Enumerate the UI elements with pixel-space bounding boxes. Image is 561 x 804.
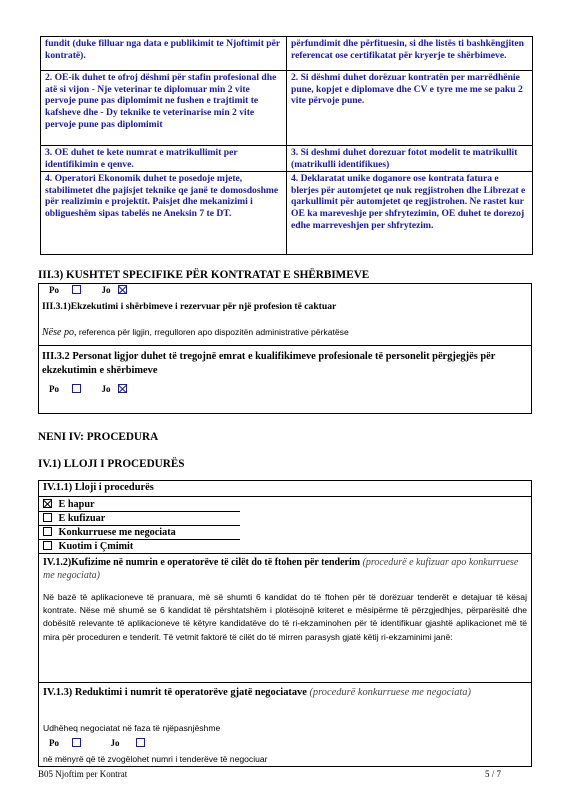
table-cell-evidence: 4. Deklaratat unike doganore ose kontrata fatura e blerjes për automjetet qe nuk regjistrohen dhe Librezat e qarkullimit për automjetet qe regjistrohen. Ne rastet kur OE ka mareveshje per shfrytezimin, OE duhet te dorezoj edhe marreveshjen per shfrytezim. bbox=[287, 172, 533, 255]
jo-label: Jo bbox=[101, 384, 111, 394]
subsection-heading-iv1: IV.1) LLOJI I PROCEDURËS bbox=[38, 458, 185, 470]
procedure-option-price-quotation[interactable] bbox=[43, 541, 243, 555]
requirement-text: 2. OE-ik duhet te ofroj dëshmi për stafin profesional dhe atë si vijon - Nje veterinar te diplomuar min 2 vite pervoje pune pas diplomimit ne fushen e trajtimit te kafsheve dhe - Dy teknike te veterinarise min 2 vite pervoje pune pas diplomimit bbox=[45, 72, 277, 130]
q331-note bbox=[42, 326, 349, 338]
table-row bbox=[41, 146, 533, 172]
procedure-type-list bbox=[43, 499, 243, 555]
table-cell-requirement bbox=[41, 71, 287, 146]
iv12-body: Në bazë të aplikacioneve të pranuara, më së shumti 6 kandidat do të ftohen për të dorëzuar tenderët e detajuar të kësaj kontrate. Nëse më shumë se 6 kandidat të përshtatshëm i plotësojnë kriteret e mësipërme të përzgjedhjes, përparësitë dhe dobësitë relevante të aplikacioneve të këtyre kandidatëve do të ri-ekzaminohen për të identifikuar gjashtë aplikacionet më të mira për proceduren e tenderit. Të vetmit faktorë të cilët do të mirren parasysh gjatë këtij ri-ekzaminimi janë: bbox=[43, 592, 527, 642]
iv12-title: IV.1.2)Kufizime në numrin e operatorëve të cilët do të ftohen për tenderim bbox=[43, 557, 361, 568]
iv12-note: (procedurë e kufizuar apo konkurruese me negociata) bbox=[43, 557, 519, 581]
divider bbox=[38, 496, 532, 497]
table-cell-requirement: 3. OE duhet te kete numrat e matrikullimit per identifikimin e qenve. bbox=[41, 146, 287, 172]
q332-options bbox=[49, 384, 127, 394]
table-cell-requirement: 4. Operatori Ekonomik duhet te posedoje mjete, stabilimetet dhe pajisjet teknike qe janë te domosdoshme për realizimin e projektit. Paisjet dhe mekanizimi i obligueshëm sipas tabelës ne Aneksin 7 te DT. bbox=[41, 172, 287, 255]
divider bbox=[38, 525, 240, 526]
iv13-title: IV.1.3) Reduktimi i numrit të operatorëve gjatë negociatave bbox=[43, 687, 307, 698]
procedure-option-label: E kufizuar bbox=[58, 513, 106, 524]
checkbox[interactable] bbox=[43, 541, 52, 550]
iv13-header bbox=[43, 686, 523, 700]
table-row bbox=[41, 37, 533, 71]
procedure-option-label: E hapur bbox=[58, 499, 95, 510]
jo-checkbox[interactable] bbox=[136, 738, 145, 747]
iv12-header bbox=[43, 556, 529, 582]
table-cell-evidence: 2. Si dëshmi duhet dorëzuar kontratën per marrëdhënie pune, kopjet e diplomave dhe CV e tyre me me se paku 2 vite përvoje pune. bbox=[287, 71, 533, 146]
checkbox-checked[interactable] bbox=[43, 499, 52, 508]
iv13-line1: Udhëheq negociatat në faza të njëpasnjëshme bbox=[43, 723, 221, 733]
q331-note-text: referenca për ligjin, rregulloren apo dispozitën administrative përkatëse bbox=[76, 327, 349, 337]
table-cell-evidence: përfundimit dhe përfituesin, si dhe listës ti bashkëngjiten referencat ose certifikatat për kryerje te shërbimeve. bbox=[287, 37, 533, 71]
jo-label: Jo bbox=[101, 285, 111, 295]
requirements-table bbox=[40, 36, 533, 255]
divider bbox=[38, 511, 240, 512]
checkbox[interactable] bbox=[43, 513, 52, 522]
po-option bbox=[49, 285, 127, 295]
jo-checkbox[interactable] bbox=[118, 285, 127, 294]
table-cell-evidence: 3. Si deshmi duhet dorezuar fotot modelit te matrikullit (matrikulli identifikues) bbox=[287, 146, 533, 172]
po-checkbox[interactable] bbox=[72, 285, 81, 294]
q331-title: III.3.1)Ekzekutimi i shërbimeve i rezervuar për një profesion të caktuar bbox=[42, 301, 337, 312]
iv13-options bbox=[49, 738, 145, 748]
po-label: Po bbox=[49, 738, 59, 748]
divider bbox=[38, 345, 532, 346]
section-heading-iv: NENI IV: PROCEDURA bbox=[38, 431, 159, 443]
table-cell-requirement: fundit (duke filluar nga data e publikimit te Njoftimit për kontratë). bbox=[41, 37, 287, 71]
table-row bbox=[41, 71, 533, 146]
iv13-line2: në mënyrë që të zvogëlohet numri i tenderëve të negociuar bbox=[43, 754, 268, 764]
q331-note-italic: Nëse po, bbox=[42, 327, 77, 338]
procedure-option-label: Kuotim i Çmimit bbox=[58, 541, 134, 552]
iv13-note: (procedurë konkurruese me negociata) bbox=[309, 687, 471, 698]
checkbox[interactable] bbox=[43, 527, 52, 536]
q332-title: III.3.2 Personat ligjor duhet të tregojnë emrat e kualifikimeve profesionale të personelit përgjegjës për ekzekutimin e shërbimeve bbox=[42, 351, 496, 376]
po-label: Po bbox=[49, 384, 59, 394]
procedure-option-label: Konkurruese me negociata bbox=[58, 527, 176, 538]
table-row bbox=[41, 172, 533, 255]
jo-label: Jo bbox=[110, 738, 120, 748]
po-checkbox[interactable] bbox=[72, 738, 81, 747]
footer-document-code: B05 Njoftim per Kontrat bbox=[38, 769, 128, 779]
section-title-iii3: III.3) KUSHTET SPECIFIKE PËR KONTRATAT E SHËRBIMEVE bbox=[38, 269, 370, 281]
iv11-title: IV.1.1) Lloji i procedurës bbox=[43, 482, 154, 493]
footer-page-number: 5 / 7 bbox=[485, 769, 502, 779]
divider bbox=[38, 539, 240, 540]
po-label: Po bbox=[49, 285, 59, 295]
jo-checkbox[interactable] bbox=[118, 384, 127, 393]
divider bbox=[38, 682, 532, 683]
po-checkbox[interactable] bbox=[72, 384, 81, 393]
